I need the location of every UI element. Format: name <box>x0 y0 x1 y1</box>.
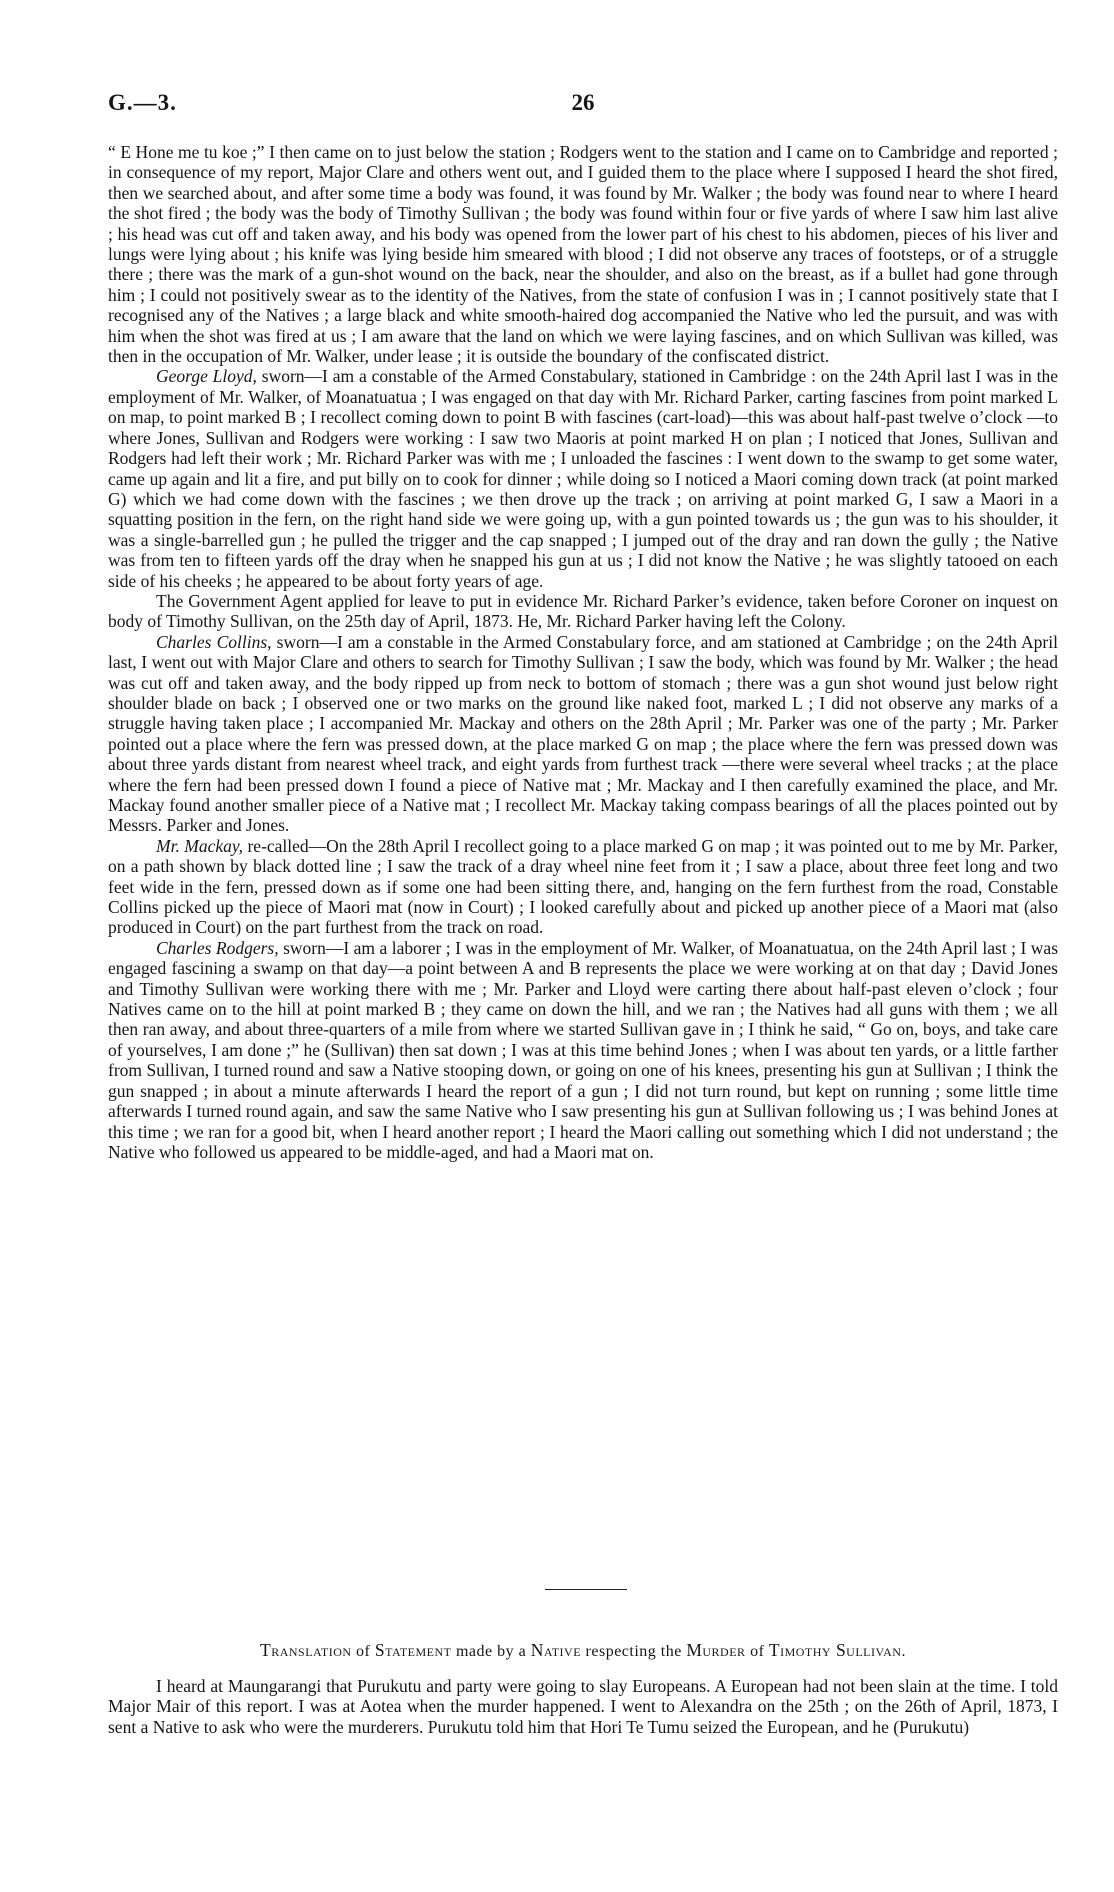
translation-body <box>108 1676 1058 1737</box>
testimony-body <box>108 142 1058 1162</box>
testimony-paragraph <box>108 632 1058 836</box>
testimony-paragraph <box>108 938 1058 1162</box>
testimony-paragraph <box>108 591 1058 632</box>
paragraph-text: sworn—I am a constable in the Armed Constabulary force, and am stationed at Cambridge ; on the 24th April last, I went out with Major Clare and others to search for Timothy Sullivan ; I saw the body, which was found by Mr. Walker ; the head was cut off and taken away, and the body ripped up from neck to bottom of stomach ; there was a gun shot wound just below right shoulder blade on back ; I observed one or two marks on the ground like naked foot, marked L ; I did not observe any marks of a struggle having taken place ; I accompanied Mr. Mackay and others on the 28th April ; Mr. Parker was one of the party ; Mr. Parker pointed out a place where the fern was pressed down, at the place marked G on map ; the place where the fern was pressed down was about three yards distant from nearest wheel track, and eight yards from furthest track —there were several wheel tracks ; at the place where the fern had been pressed down I found a piece of Native mat ; Mr. Mackay and I then carefully examined the place, and Mr. Mackay found another smaller piece of a Native mat ; I recollect Mr. Mackay taking compass bearings of all the places pointed out by Messrs. Parker and Jones. <box>108 631 1058 836</box>
title-part: of <box>745 1643 769 1660</box>
paragraph-text: sworn—I am a laborer ; I was in the employment of Mr. Walker, of Moanatuatua, on the 24th April last ; I was engaged fascining a swamp on that day—a point between A and B represents the place we were working at on that day ; David Jones and Timothy Sullivan were working there with me ; Mr. Parker and Lloyd were carting there about half-past eleven o’clock ; four Natives came on to the hill at point marked B ; they came on down the hill, and we ran ; the Natives had all guns with them ; we all then ran away, and about three-quarters of a mile from where we started Sullivan gave in ; I think he said, “ Go on, boys, and take care of yourselves, I am done ;” he (Sullivan) then sat down ; I was at this time behind Jones ; when I was about ten yards, or a little farther from Sullivan, I turned round and saw a Native stooping down, or going on one of his knees, presenting his gun at Sullivan ; I think the gun snapped ; in about a minute afterwards I heard the report of a gun ; I did not turn round, but kept on running ; some little time afterwards I turned round again, and saw the same Native who I saw presenting his gun at Sullivan following us ; I was behind Jones at this time ; we ran for a good bit, when I heard another report ; I heard the Maori calling out something which I did not understand ; the Native who followed us appeared to be middle-aged, and had a Maori mat on. <box>108 937 1059 1162</box>
section-divider <box>545 1589 627 1590</box>
witness-name: George Lloyd, <box>156 366 257 387</box>
paragraph-text: re-called—On the 28th April I recollect going to a place marked G on map ; it was pointed out to me by Mr. Parker, on a path shown by black dotted line ; I saw the track of a dray wheel nine feet from it ; I saw a place, about three feet long and two feet wide in the fern, pressed down as if some one had been sitting there, and, hanging on the fern furthest from the road, Constable Collins picked up the piece of Maori mat (now in Court) ; I looked carefully about and picked up another piece of a Maori mat (also produced in Court) on the part furthest from the track on road. <box>108 835 1058 938</box>
witness-name: Mr. Mackay, <box>156 835 244 856</box>
title-part: Translation <box>260 1640 352 1660</box>
title-part: Murder <box>686 1640 746 1660</box>
title-part: respecting the <box>581 1643 687 1660</box>
title-part: Timothy Sullivan <box>768 1640 902 1660</box>
page-number: 26 <box>571 90 595 115</box>
testimony-paragraph <box>108 142 1058 366</box>
title-part: made by a <box>451 1643 531 1660</box>
page-header <box>108 90 1058 120</box>
title-part: . <box>901 1643 906 1660</box>
testimony-paragraph <box>108 366 1058 590</box>
paragraph-text: “ E Hone me tu koe ;” I then came on to just below the station ; Rodgers went to the station and I came on to Cambridge and reported ; in consequence of my report, Major Clare and others went out, and I guided them to the place where I supposed I heard the shot fired, then we searched about, and after some time a body was found, it was found by Mr. Walker ; the body was found near to where I heard the shot fired ; the body was the body of Timothy Sullivan ; the body was found within four or five yards of where I saw him last alive ; his head was cut off and taken away, and his body was opened from the lower part of his chest to his abdomen, pieces of his liver and lungs were lying about ; his knife was lying beside him smeared with blood ; I did not observe any traces of footsteps, or of a struggle there ; there was the mark of a gun-shot wound on the back, near the shoulder, and also on the breast, as if a bullet had gone through him ; I could not positively swear as to the identity of the Natives, from the state of confusion I was in ; I cannot positively state that I recognised any of the Natives ; a large black and white smooth-haired dog accompanied the Native who led the pursuit, and was with him when the shot was fired at us ; I am aware that the land on which we were laying fascines, and on which Sullivan was killed, was then in the occupation of Mr. Walker, under lease ; it is outside the boundary of the confiscated district. <box>108 142 1058 367</box>
title-part: of <box>351 1643 375 1660</box>
title-part: Native <box>530 1640 582 1660</box>
paragraph-text: The Government Agent applied for leave to put in evidence Mr. Richard Parker’s evidence, taken before Coroner on inquest on body of Timothy Sullivan, on the 25th day of April, 1873. He, Mr. Richard Parker having left the Colony. <box>108 590 1058 632</box>
series-reference: G.—3. <box>108 90 177 115</box>
section-title <box>108 1640 1058 1661</box>
translation-paragraph: I heard at Maungarangi that Purukutu and party were going to slay Europeans. A European had not been slain at the time. I told Major Mair of this report. I was at Aotea when the murder happened. I went to Alexandra on the 25th ; on the 26th of April, 1873, I sent a Native to ask who were the murderers. Purukutu told him that Hori Te Tumu seized the European, and he (Purukutu) <box>108 1676 1058 1737</box>
testimony-paragraph <box>108 836 1058 938</box>
paragraph-text: sworn—I am a constable of the Armed Constabulary, stationed in Cambridge : on the 24th April last I was in the employment of Mr. Walker, of Moanatuatua ; I was engaged on that day with Mr. Richard Parker, carting fascines from point marked L on map, to point marked B ; I recollect coming down to point B with fascines (cart-load)—this was about half-past twelve o’clock —to where Jones, Sullivan and Rodgers were working : I saw two Maoris at point marked H on plan ; I noticed that Jones, Sullivan and Rodgers had left their work ; Mr. Richard Parker was with me ; I unloaded the fascines : I went down to the swamp to get some water, came up again and lit a fire, and put billy on to cook for dinner ; while doing so I noticed a Maori coming down track (at point marked G) which we had come down with the fascines ; we then drove up the track ; on arriving at point marked G, I saw a Maori in a squatting position in the fern, on the right hand side we were going up, with a gun pointed towards us ; the gun was to his shoulder, it was a single-barrelled gun ; he pulled the trigger and the cap snapped ; I jumped out of the dray and ran down the gully ; the Native was from ten to fifteen yards off the dray when he snapped his gun at us ; I did not know the Native ; he was slightly tatooed on each side of his cheeks ; he appeared to be about forty years of age. <box>108 366 1058 591</box>
title-part: Statement <box>374 1640 452 1660</box>
witness-name: Charles Rodgers, <box>156 937 279 958</box>
witness-name: Charles Collins, <box>156 631 272 652</box>
